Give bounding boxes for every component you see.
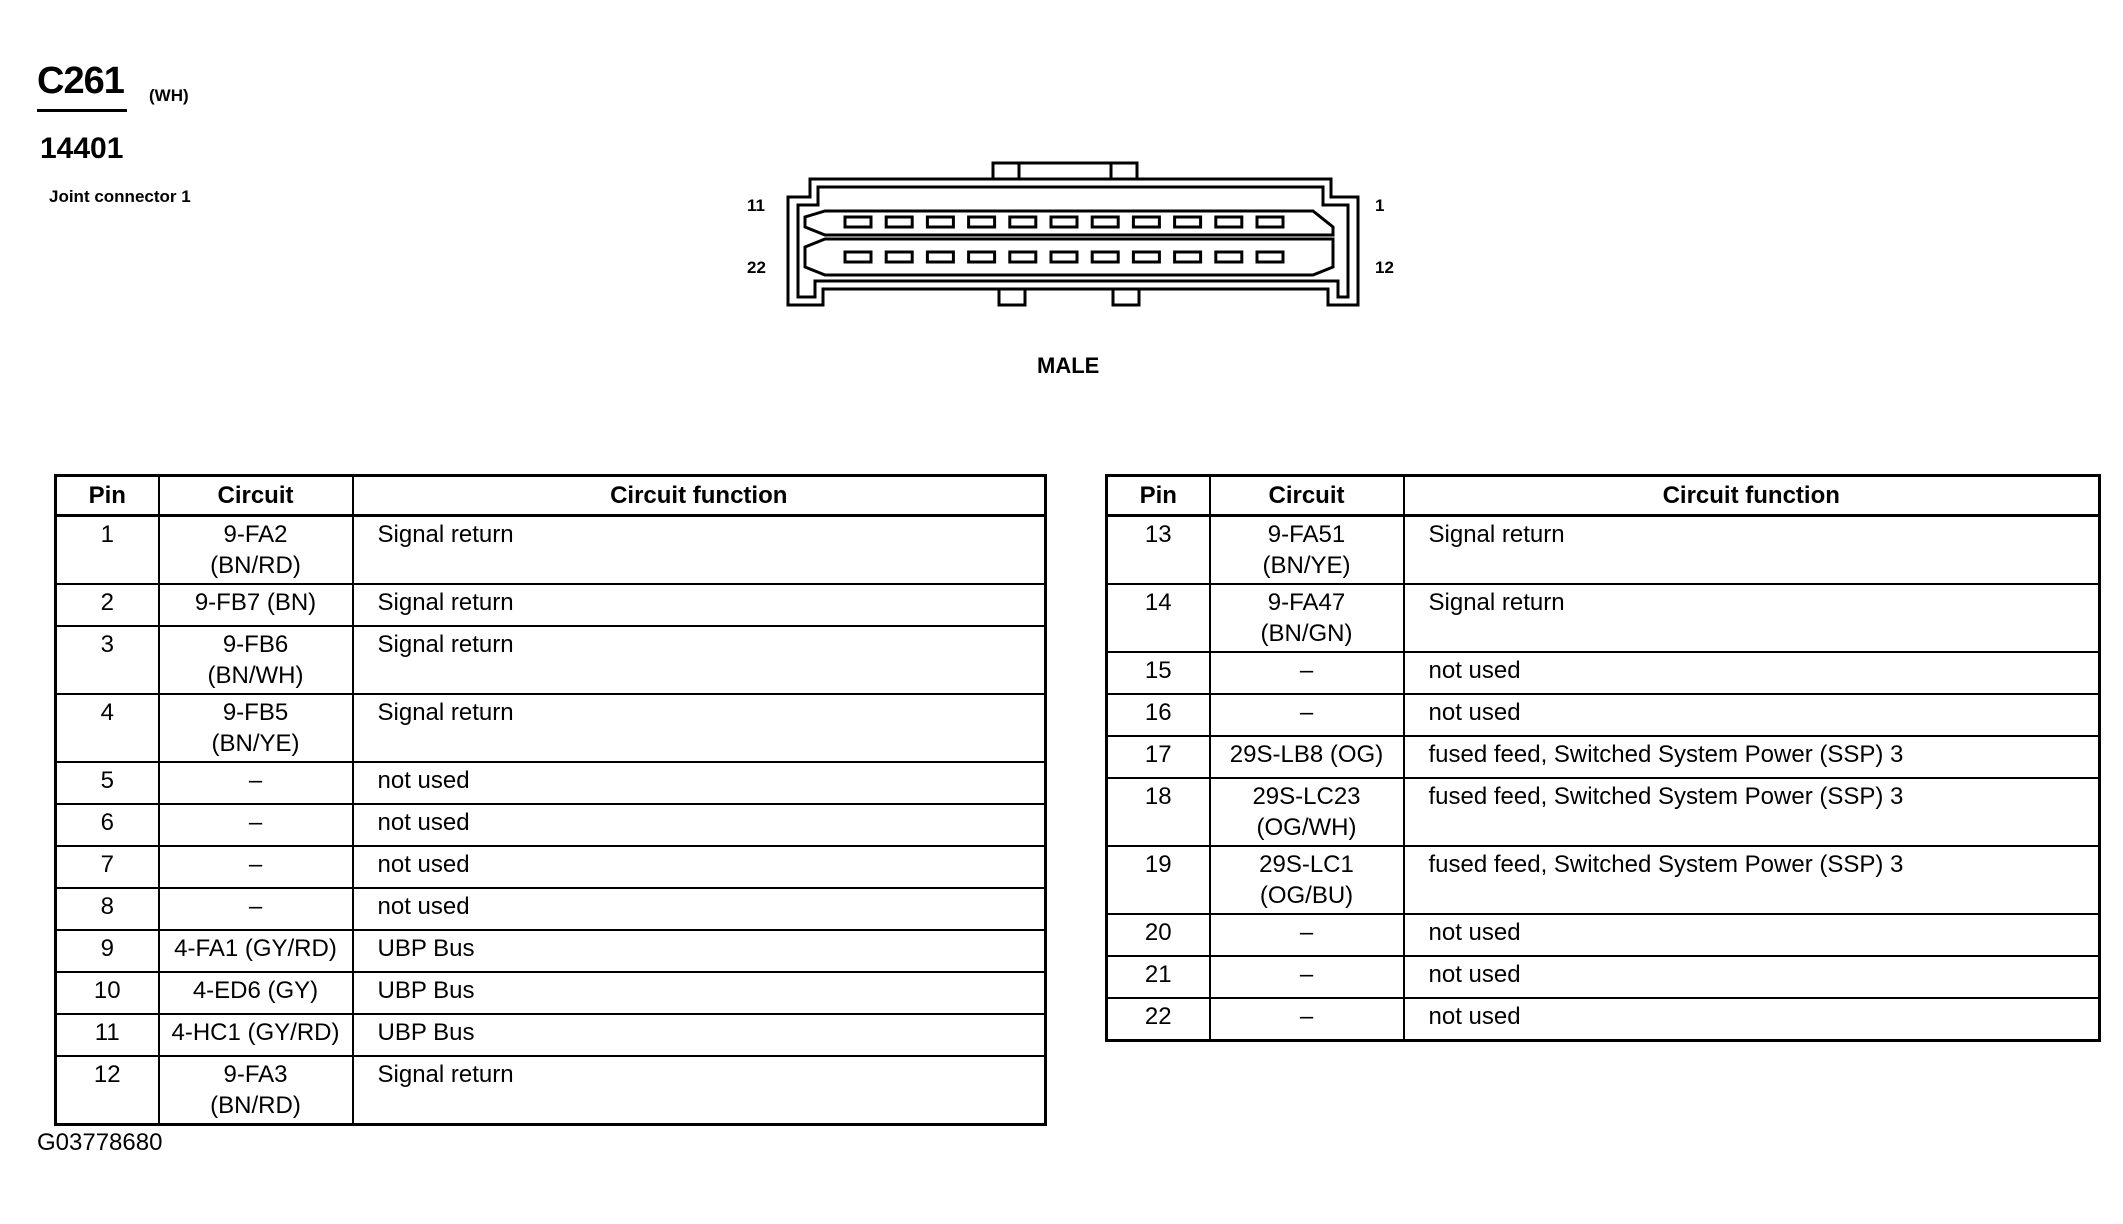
circuit-cell (1210, 736, 1404, 778)
header-circuit: Circuit (1210, 476, 1404, 516)
bottom-cavity-row (805, 239, 1333, 275)
pin-number-cell: 19 (1107, 846, 1210, 914)
circuit-function-cell: fused feed, Switched System Power (SSP) 3 (1404, 736, 2100, 778)
pin-number-cell: 20 (1107, 914, 1210, 956)
pin-table-left (54, 474, 1047, 1126)
pin-cavity (1216, 252, 1242, 262)
circuit-text: (BN/RD) (210, 1092, 301, 1119)
pin-number-cell: 7 (56, 846, 159, 888)
pin-cavity (1133, 217, 1159, 227)
circuit-text: 9-FA51 (1267, 521, 1346, 548)
pin-cavity (927, 252, 953, 262)
circuit-function-cell: Signal return (1404, 584, 2100, 652)
top-latch (993, 163, 1137, 179)
circuit-text: 4-ED6 (GY) (192, 977, 319, 1004)
circuit-function-cell: Signal return (353, 584, 1046, 626)
pin-number-cell: 11 (56, 1014, 159, 1056)
table-row (56, 930, 1046, 972)
circuit-cell (1210, 516, 1404, 585)
connector-housing (788, 179, 1358, 305)
circuit-cell (1210, 778, 1404, 846)
connector-color-code: (WH) (149, 86, 189, 105)
circuit-cell (159, 888, 353, 930)
pin-number-cell: 15 (1107, 652, 1210, 694)
circuit-cell (159, 516, 353, 585)
pin-cavity (969, 217, 995, 227)
table-header-row (56, 476, 1046, 516)
pin-cavity (1257, 252, 1283, 262)
pin-label-top-right: 1 (1375, 196, 1385, 215)
part-number: 14401 (40, 132, 124, 165)
table-row (1107, 516, 2100, 585)
pin-number-cell: 16 (1107, 694, 1210, 736)
circuit-function-cell: not used (353, 804, 1046, 846)
header-pin: Pin (56, 476, 159, 516)
circuit-text: – (1299, 961, 1314, 988)
circuit-cell (159, 804, 353, 846)
circuit-cell (159, 1056, 353, 1125)
connector-id-underline (37, 109, 127, 112)
pin-number-cell: 1 (56, 516, 159, 585)
circuit-text: – (1299, 657, 1314, 684)
pin-number-cell: 8 (56, 888, 159, 930)
header-circuit-function: Circuit function (353, 476, 1046, 516)
circuit-cell (159, 626, 353, 694)
circuit-cell (159, 972, 353, 1014)
header-circuit: Circuit (159, 476, 353, 516)
circuit-cell (1210, 694, 1404, 736)
pin-number-cell: 12 (56, 1056, 159, 1125)
pin-cavity (1216, 217, 1242, 227)
circuit-text: (OG/BU) (1259, 882, 1354, 909)
circuit-text: (BN/WH) (207, 662, 304, 689)
pin-label-bottom-left: 22 (747, 258, 766, 277)
top-cavity-row (805, 211, 1333, 235)
pin-number-cell: 10 (56, 972, 159, 1014)
pin-cavity (1175, 252, 1201, 262)
pin-number-cell: 21 (1107, 956, 1210, 998)
pin-number-cell: 17 (1107, 736, 1210, 778)
table-row (56, 516, 1046, 585)
table-row (56, 804, 1046, 846)
circuit-cell (1210, 914, 1404, 956)
pin-number-cell: 5 (56, 762, 159, 804)
circuit-function-cell: not used (353, 846, 1046, 888)
table-row (56, 694, 1046, 762)
circuit-cell (159, 930, 353, 972)
pin-cavity (1051, 217, 1077, 227)
connector-description: Joint connector 1 (49, 187, 191, 206)
circuit-function-cell: not used (353, 888, 1046, 930)
table-header-row (1107, 476, 2100, 516)
table-row (1107, 778, 2100, 846)
circuit-cell (159, 1014, 353, 1056)
circuit-function-cell: UBP Bus (353, 930, 1046, 972)
table-row (1107, 736, 2100, 778)
pin-number-cell: 2 (56, 584, 159, 626)
circuit-text: (BN/RD) (210, 552, 301, 579)
circuit-function-cell: Signal return (1404, 516, 2100, 585)
connector-id: C261 (37, 60, 124, 102)
table-row (1107, 584, 2100, 652)
circuit-function-cell: not used (1404, 914, 2100, 956)
table-row (56, 584, 1046, 626)
circuit-text: – (1299, 919, 1314, 946)
table-row (56, 762, 1046, 804)
pin-number-cell: 4 (56, 694, 159, 762)
circuit-text: 29S-LC1 (1259, 851, 1354, 878)
circuit-cell (1210, 998, 1404, 1041)
table-row (56, 1056, 1046, 1125)
pin-cavity (886, 252, 912, 262)
circuit-function-cell: fused feed, Switched System Power (SSP) 3 (1404, 846, 2100, 914)
circuit-text: 29S-LC23 (1252, 783, 1361, 810)
circuit-function-cell: Signal return (353, 694, 1046, 762)
pin-number-cell: 9 (56, 930, 159, 972)
circuit-function-cell: not used (1404, 956, 2100, 998)
table-row (1107, 914, 2100, 956)
circuit-text: (BN/YE) (1262, 552, 1351, 579)
circuit-function-cell: not used (1404, 998, 2100, 1041)
circuit-cell (1210, 652, 1404, 694)
pin-label-bottom-right: 12 (1375, 258, 1394, 277)
pin-number-cell: 13 (1107, 516, 1210, 585)
pin-table-right (1105, 474, 2101, 1042)
circuit-text: – (248, 893, 263, 920)
circuit-function-cell: not used (353, 762, 1046, 804)
header-circuit-function: Circuit function (1404, 476, 2100, 516)
pin-cavity (845, 252, 871, 262)
pin-cavity (969, 252, 995, 262)
pin-cavity (886, 217, 912, 227)
pin-number-cell: 6 (56, 804, 159, 846)
table-row (56, 846, 1046, 888)
header-pin: Pin (1107, 476, 1210, 516)
pin-cavity (1092, 252, 1118, 262)
table-row (56, 972, 1046, 1014)
circuit-function-cell: Signal return (353, 1056, 1046, 1125)
connector-gender-label: MALE (1037, 353, 1100, 378)
table-row (56, 626, 1046, 694)
circuit-function-cell: not used (1404, 652, 2100, 694)
pin-number-cell: 3 (56, 626, 159, 694)
pin-cavity (1257, 217, 1283, 227)
pin-number-cell: 18 (1107, 778, 1210, 846)
circuit-text: – (1299, 699, 1314, 726)
circuit-function-cell: Signal return (353, 516, 1046, 585)
circuit-text: 9-FB5 (222, 699, 289, 726)
pin-cavity (927, 217, 953, 227)
circuit-cell (159, 694, 353, 762)
table-row (1107, 652, 2100, 694)
circuit-text: 9-FA3 (223, 1061, 288, 1088)
circuit-text: – (248, 851, 263, 878)
circuit-text: (BN/YE) (211, 730, 300, 757)
circuit-text: (OG/WH) (1256, 814, 1357, 841)
circuit-cell (159, 846, 353, 888)
circuit-function-cell: UBP Bus (353, 972, 1046, 1014)
circuit-text: – (1299, 1003, 1314, 1030)
circuit-function-cell: fused feed, Switched System Power (SSP) 3 (1404, 778, 2100, 846)
circuit-cell (159, 762, 353, 804)
pin-cavity (1092, 217, 1118, 227)
circuit-function-cell: not used (1404, 694, 2100, 736)
circuit-text: 9-FA2 (223, 521, 288, 548)
circuit-cell (1210, 846, 1404, 914)
pin-cavity (1010, 252, 1036, 262)
table-row (1107, 846, 2100, 914)
circuit-text: – (248, 767, 263, 794)
circuit-text: 9-FB7 (BN) (194, 589, 317, 616)
circuit-text: 4-HC1 (GY/RD) (171, 1019, 340, 1046)
figure-id: G03778680 (37, 1129, 163, 1156)
pin-cavity (1175, 217, 1201, 227)
table-row (56, 1014, 1046, 1056)
circuit-function-cell: UBP Bus (353, 1014, 1046, 1056)
pin-cavity (1051, 252, 1077, 262)
circuit-function-cell: Signal return (353, 626, 1046, 694)
pin-cavity (1010, 217, 1036, 227)
pin-number-cell: 22 (1107, 998, 1210, 1041)
pin-number-cell: 14 (1107, 584, 1210, 652)
circuit-text: – (248, 809, 263, 836)
circuit-cell (1210, 956, 1404, 998)
circuit-text: (BN/GN) (1260, 620, 1353, 647)
pin-cavity (1133, 252, 1159, 262)
pin-label-top-left: 11 (747, 196, 765, 215)
table-row (1107, 956, 2100, 998)
circuit-text: 29S-LB8 (OG) (1229, 741, 1384, 768)
table-row (1107, 694, 2100, 736)
circuit-text: 4-FA1 (GY/RD) (174, 935, 337, 962)
circuit-text: 9-FA47 (1267, 589, 1346, 616)
circuit-text: 9-FB6 (222, 631, 289, 658)
circuit-cell (159, 584, 353, 626)
connector-face-diagram (730, 155, 1390, 315)
table-row (56, 888, 1046, 930)
circuit-cell (1210, 584, 1404, 652)
pin-cavity (845, 217, 871, 227)
table-row (1107, 998, 2100, 1041)
